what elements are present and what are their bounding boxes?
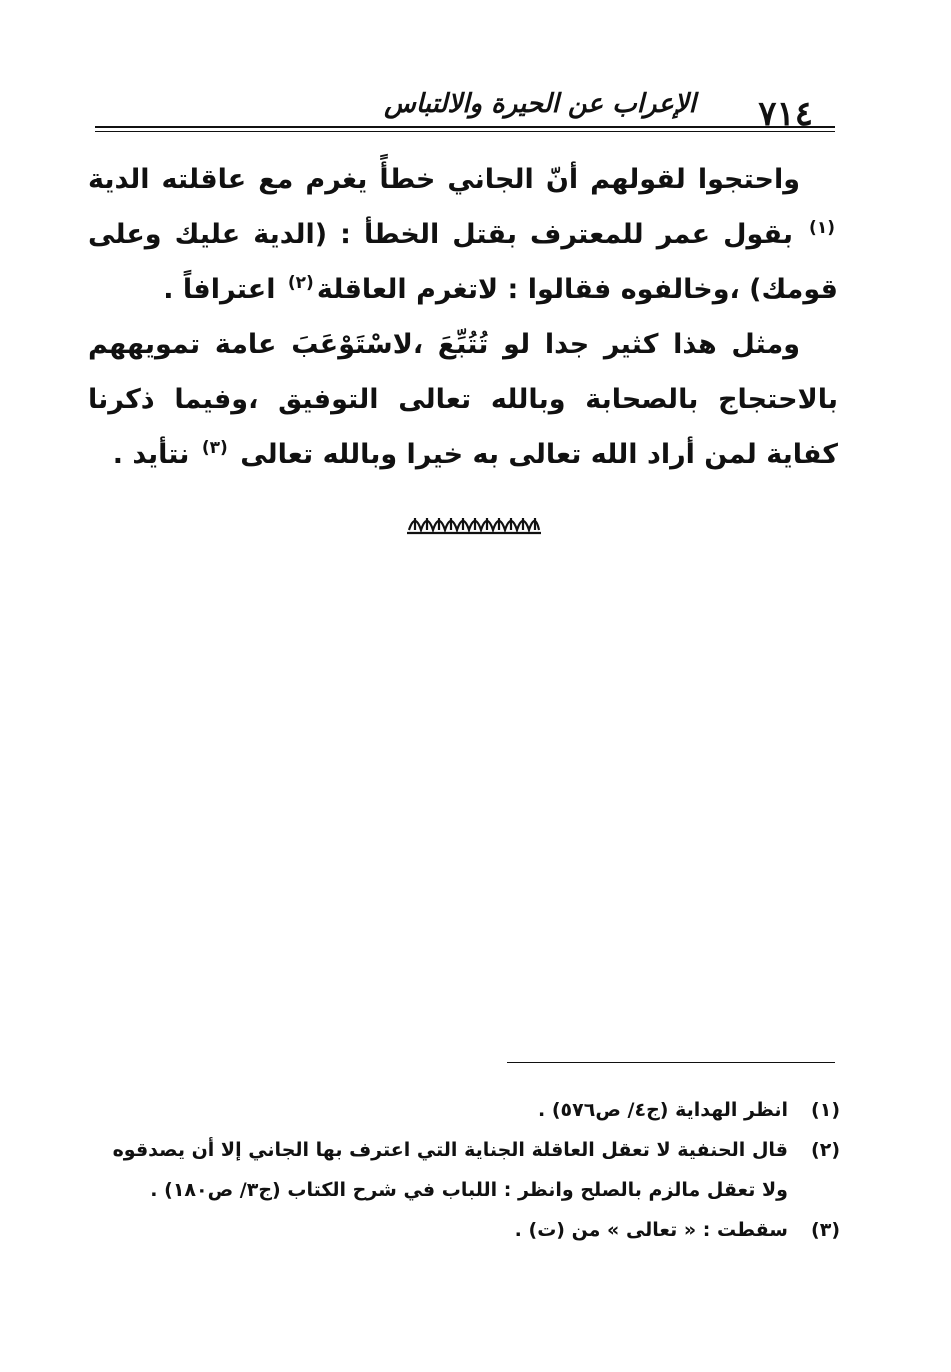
paragraph-1	[88, 152, 838, 317]
header-rule	[95, 126, 835, 132]
text-run: بقول عمر للمعترف بقتل الخطأ : (الدية عليك وعلى قومك) ،وخالفوه فقالوا : لاتغرم العاقلة	[88, 219, 838, 305]
text-run: ومثل هذا كثير جدا لو تُتُبِّعَ ،لاسْتَوْعَبَ عامة تمويههم بالاحتجاج بالصحابة وبالله تعالى التوفيق ،وفيما ذكرنا كفاية لمن أراد الله تعالى به خيرا وبالله تعالى	[88, 329, 838, 470]
footnote-number: (٣)	[811, 1219, 840, 1241]
footnote-1	[95, 1090, 840, 1130]
arabesque-divider-icon	[405, 508, 543, 536]
text-run: اعترافاً .	[163, 274, 285, 305]
text-run: واحتجوا لقولهم أنّ الجاني خطأً يغرم مع عاقلته الدية	[88, 164, 800, 195]
footnote-reference[interactable]: (٢)	[287, 273, 314, 293]
footnote-2	[95, 1130, 840, 1210]
footnote-reference[interactable]: (١)	[809, 218, 835, 238]
footnote-number: (٢)	[811, 1139, 840, 1161]
page-number: ٧١٤	[758, 94, 813, 134]
footnote-text: سقطت : « تعالى » من (ت) .	[514, 1219, 788, 1241]
running-title: الإعراب عن الحيرة والالتباس	[384, 89, 696, 119]
main-text	[88, 152, 838, 482]
footnotes	[95, 1090, 840, 1250]
footnote-reference[interactable]: (٣)	[201, 438, 228, 458]
footnote-number: (١)	[811, 1099, 840, 1121]
footnote-text: انظر الهداية (ج٤/ ص٥٧٦) .	[538, 1099, 788, 1121]
footnote-separator	[507, 1062, 835, 1063]
page-header	[95, 82, 835, 132]
footnote-3	[95, 1210, 840, 1250]
paragraph-2	[88, 317, 838, 482]
footnote-text: قال الحنفية لا تعقل العاقلة الجناية التي اعترف بها الجاني إلا أن يصدقوه ولا تعقل مالزم بالصلح وانظر : اللباب في شرح الكتاب (ج٣/ ص١٨٠) .	[112, 1139, 788, 1201]
text-run: نتأيد .	[112, 439, 199, 470]
